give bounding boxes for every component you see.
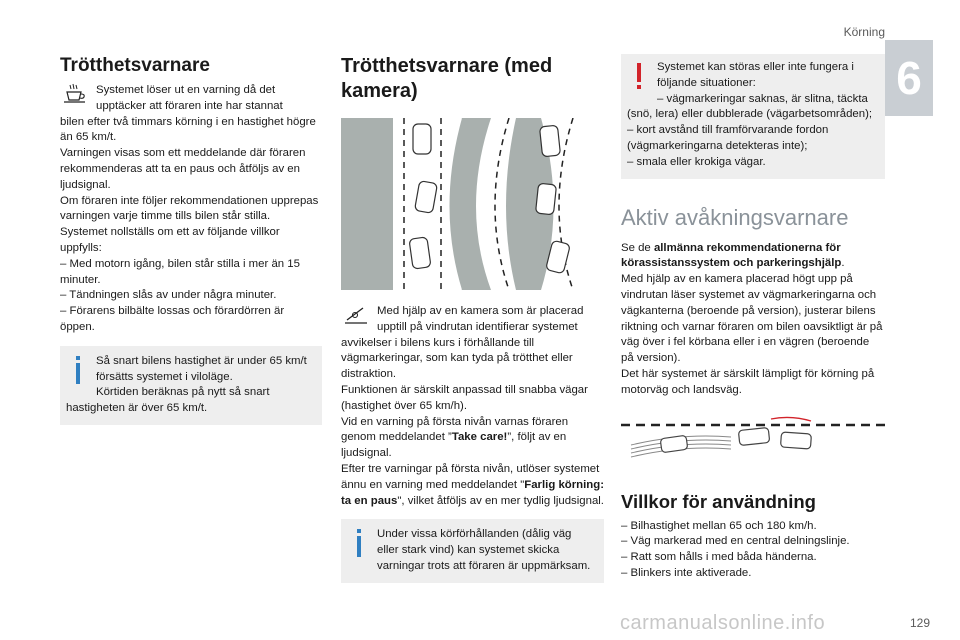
info-box — [60, 346, 322, 425]
paragraph — [341, 462, 604, 509]
paragraph: Varningen visas som ett meddelande där föraren rekommenderas att ta en paus och åtföljs av en ljudsignal. — [60, 147, 306, 191]
page-number: 129 — [909, 616, 930, 630]
lane-correction-illustration — [621, 415, 885, 477]
info-icon — [66, 354, 92, 386]
section-title: Trötthetsvarnare — [60, 55, 210, 76]
text-span: . — [841, 257, 845, 270]
paragraph: Systemet nollställs om ett av följande villkor uppfylls: — [60, 226, 280, 254]
paragraph-lead: Med hjälp av en kamera som är placerad upptill på vindrutan identifierar systemet — [377, 305, 584, 333]
cross-reference: allmänna rekommendationerna för körassistanssystem och parkeringshjälp — [621, 241, 842, 270]
column-camera-attention — [341, 54, 604, 583]
section-title: Aktiv avåkningsvarnare — [621, 204, 849, 230]
warning-list-item: – vägmarkeringar saknas, är slitna, täckta (snö, lera) eller dubblerade (vägarbetsområden); — [627, 92, 873, 121]
chapter-tab: 6 — [885, 40, 933, 116]
warning-lead: Systemet kan störas eller inte fungera i följande situationer: — [657, 61, 854, 89]
coffee-cup-icon — [60, 83, 90, 107]
paragraph — [621, 241, 885, 273]
info-text-lead: Under vissa körförhållanden (dålig väg eller stark vind) kan systemet skicka — [377, 528, 572, 557]
warning-list-item: – smala eller krokiga vägar. — [627, 155, 766, 168]
info-text: varningar trots att föraren är uppmärksam. — [377, 559, 591, 572]
info-box — [341, 519, 604, 582]
paragraph: Om föraren inte följer rekommendationen upprepas varningen varje timme tills bilen står stilla. — [60, 194, 319, 223]
text-span: ”, följt av en ljudsignal. — [341, 431, 567, 460]
lane-drift-illustration — [341, 118, 604, 290]
paragraph: Funktionen är särskilt anpassad till snabba vägar (hastighet över 65 km/h). — [341, 383, 588, 412]
paragraph: bilen efter två timmars körning i en hastighet högre än 65 km/t. — [60, 115, 316, 144]
info-text-lead: Så snart bilens hastighet är under 65 km/t försätts systemet i viloläge. — [96, 354, 307, 383]
warning-list-item: – kort avstånd till framförvarande fordon (vägmarkeringarna detekteras inte); — [627, 124, 829, 152]
watermark: carmanualsonline.info — [620, 612, 826, 634]
section-title: Trötthetsvarnare (med kamera) — [341, 55, 553, 102]
paragraph — [341, 415, 604, 462]
condition-item: – Blinkers inte aktiverade. — [621, 566, 752, 579]
list-item: – Förarens bilbälte lossas och förardörren är öppen. — [60, 305, 285, 333]
paragraph: Det här systemet är särskilt lämpligt för körning på motorväg och landsväg. — [621, 367, 875, 396]
message-take-care: Take care! — [451, 431, 508, 444]
text-span: ", vilket åtföljs av en mer tydlig ljudsignal. — [397, 494, 604, 507]
column-lane-keeping — [621, 54, 885, 582]
text-span: Vid en varning på första nivån varnas föraren genom meddelandet ” — [341, 415, 569, 444]
text-span: Se de — [621, 241, 654, 254]
text-span: Efter tre varningar på första nivån, utlöser systemet ännu en varning med meddelandet " — [341, 462, 600, 491]
section-subtitle: Villkor för användning — [621, 490, 816, 512]
info-icon — [347, 527, 373, 559]
list-item: – Tändningen slås av under några minuter. — [60, 289, 277, 302]
warning-exclamation-icon — [627, 60, 653, 92]
camera-icon — [341, 304, 371, 328]
column-driver-attention — [60, 54, 322, 425]
condition-item: – Ratt som hålls i med båda händerna. — [621, 551, 817, 564]
message-dangerous-driving: Farlig körning: ta en paus — [341, 478, 605, 507]
header-section-label: Körning — [843, 25, 885, 39]
warning-box — [621, 54, 885, 179]
list-item: – Med motorn igång, bilen står stilla i mer än 15 minuter. — [60, 257, 300, 286]
paragraph: Med hjälp av en kamera placerad högt upp på vindrutan läser systemet av vägmarkeringarna och vägkanterna (beroende på version), justerar bilens riktning och varnar föraren om bilen oavsiktligt är på väg över i fel körbana eller i en vägren (beroende på version). — [621, 273, 883, 365]
paragraph: avvikelser i bilens kurs i förhållande till vägmarkeringar, som kan tyda på trötthet eller distraktion. — [341, 336, 573, 381]
condition-item: – Bilhastighet mellan 65 och 180 km/h. — [621, 519, 817, 532]
info-text: Körtiden beräknas på nytt så snart hastigheten är över 65 km/t. — [66, 386, 270, 415]
paragraph-lead: Systemet löser ut en varning då det upptäcker att föraren inte har stannat — [96, 84, 283, 112]
condition-item: – Väg markerad med en central delningslinje. — [621, 535, 850, 548]
